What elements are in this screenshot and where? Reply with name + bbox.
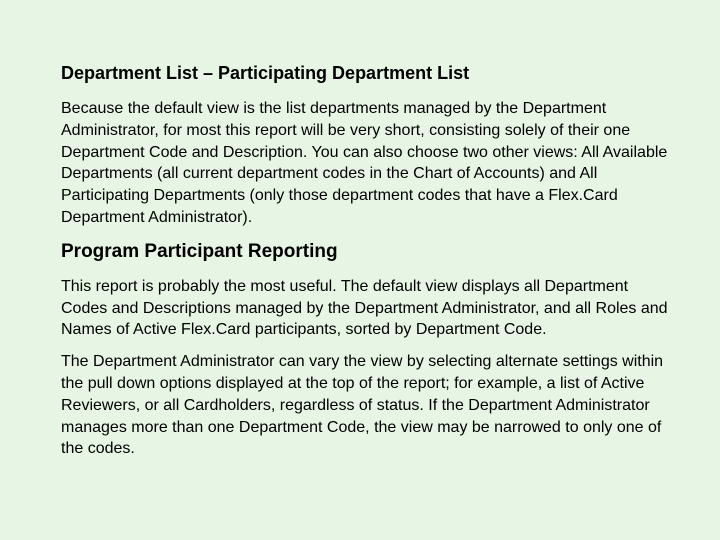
department-list-paragraph: Because the default view is the list departments managed by the Department Administrator, for most this report will be very short, consisting solely of their one Department Code and Description. You can also choose two other views: All Available Departments (all current department codes in the Chart of Accounts) and All Participating Departments (only those department codes that have a Flex.Card Department Administrator). xyxy=(61,100,668,226)
slide-content xyxy=(61,60,673,460)
section-heading-department-list: Department List – Participating Department List xyxy=(61,63,470,83)
participant-reporting-paragraph-2: The Department Administrator can vary the view by selecting alternate settings within the pull down options displayed at the top of the report; for example, a list of Active Reviewers, or all Cardholders, regardless of status. If the Department Administrator manages more than one Department Code, the view may be narrowed to only one of the codes. xyxy=(61,353,664,458)
participant-reporting-paragraph-1: This report is probably the most useful. The default view displays all Department Codes and Descriptions managed by the Department Administrator, and all Roles and Names of Active Flex.Card participants, sorted by Department Code. xyxy=(61,277,668,339)
section-heading-participant-reporting: Program Participant Reporting xyxy=(61,240,338,262)
